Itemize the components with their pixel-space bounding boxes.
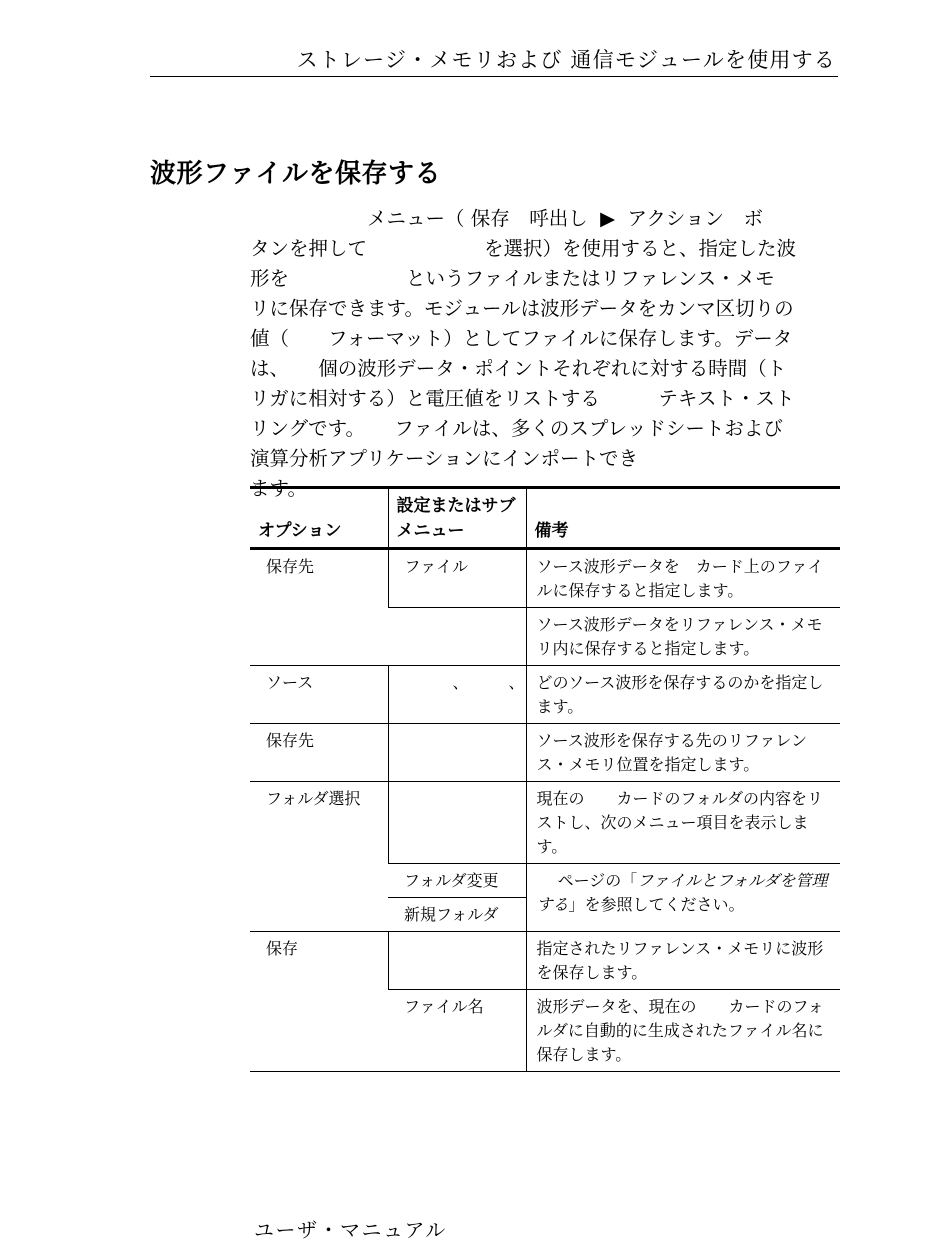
body-line: は、 個の波形データ・ポイントそれぞれに対する時間（ト (250, 357, 787, 380)
note-cell: ソース波形データをリファレンス・メモリ内に保存すると指定します。 (526, 608, 840, 666)
body-line: 形を というファイルまたはリファレンス・メモ (250, 267, 775, 290)
option-cell: ソース (250, 666, 388, 724)
cross-reference: ファイルとフォルダを管理する (536, 871, 828, 914)
body-line: メニュー（ 保存 呼出し ▶ アクション ボ (250, 207, 764, 230)
page-footer: ユーザ・マニュアル (254, 1218, 447, 1242)
table-row (250, 724, 840, 782)
setting-cell: ファイル (388, 549, 526, 608)
setting-cell (388, 724, 526, 782)
header-note: 備考 (526, 488, 840, 549)
note-cell: どのソース波形を保存するのかを指定します。 (526, 666, 840, 724)
table-header-row (250, 488, 840, 549)
setting-cell (388, 932, 526, 990)
note-cell: ソース波形データを カード上のファイルに保存すると指定します。 (526, 549, 840, 608)
setting-cell: 新規フォルダ (388, 898, 526, 932)
table-row (250, 932, 840, 990)
note-suffix: 」を参照してください。 (568, 895, 745, 914)
table-row (250, 666, 840, 724)
page-title: 波形ファイルを保存する (150, 159, 441, 189)
table-row (250, 782, 840, 864)
options-table (250, 486, 840, 1072)
note-cell: ソース波形を保存する先のリファレンス・メモリ位置を指定します。 (526, 724, 840, 782)
setting-cell (388, 782, 526, 864)
body-line: リングです。 ファイルは、多くのスプレッドシートおよび (250, 417, 783, 440)
setting-cell: フォルダ変更 (388, 864, 526, 898)
section-title: ストレージ・メモリおよび 通信モジュールを使用する (296, 48, 836, 72)
setting-cell: ファイル名 (388, 990, 526, 1072)
setting-cell (388, 608, 526, 666)
body-paragraph (250, 204, 850, 504)
option-cell: 保存先 (250, 549, 388, 666)
body-line: リガに相対する）と電圧値をリストする テキスト・スト (250, 387, 795, 410)
option-cell: 保存先 (250, 724, 388, 782)
option-cell: フォルダ選択 (250, 782, 388, 932)
body-line: リに保存できます。モジュールは波形データをカンマ区切りの (250, 297, 794, 320)
body-line: タンを押して を選択）を使用すると、指定した波 (250, 237, 797, 260)
note-cell: 指定されたリファレンス・メモリに波形を保存します。 (526, 932, 840, 990)
body-line: 演算分析アプリケーションにインポートでき (250, 447, 639, 470)
header-rule (150, 76, 838, 77)
option-cell: 保存 (250, 932, 388, 1072)
header-setting: 設定またはサブメニュー (388, 488, 526, 549)
body-line: ます。 (250, 477, 307, 500)
note-cell (526, 864, 840, 932)
setting-cell: 、 、 (388, 666, 526, 724)
body-line: 値（ フォーマット）としてファイルに保存します。データ (250, 327, 793, 350)
note-cell: 現在の カードのフォルダの内容をリストし、次のメニュー項目を表示します。 (526, 782, 840, 864)
note-cell: 波形データを、現在の カードのフォルダに自動的に生成されたファイル名に保存します。 (526, 990, 840, 1072)
header-option: オプション (250, 488, 388, 549)
table-row (250, 549, 840, 608)
note-prefix: ページの「 (536, 871, 638, 890)
